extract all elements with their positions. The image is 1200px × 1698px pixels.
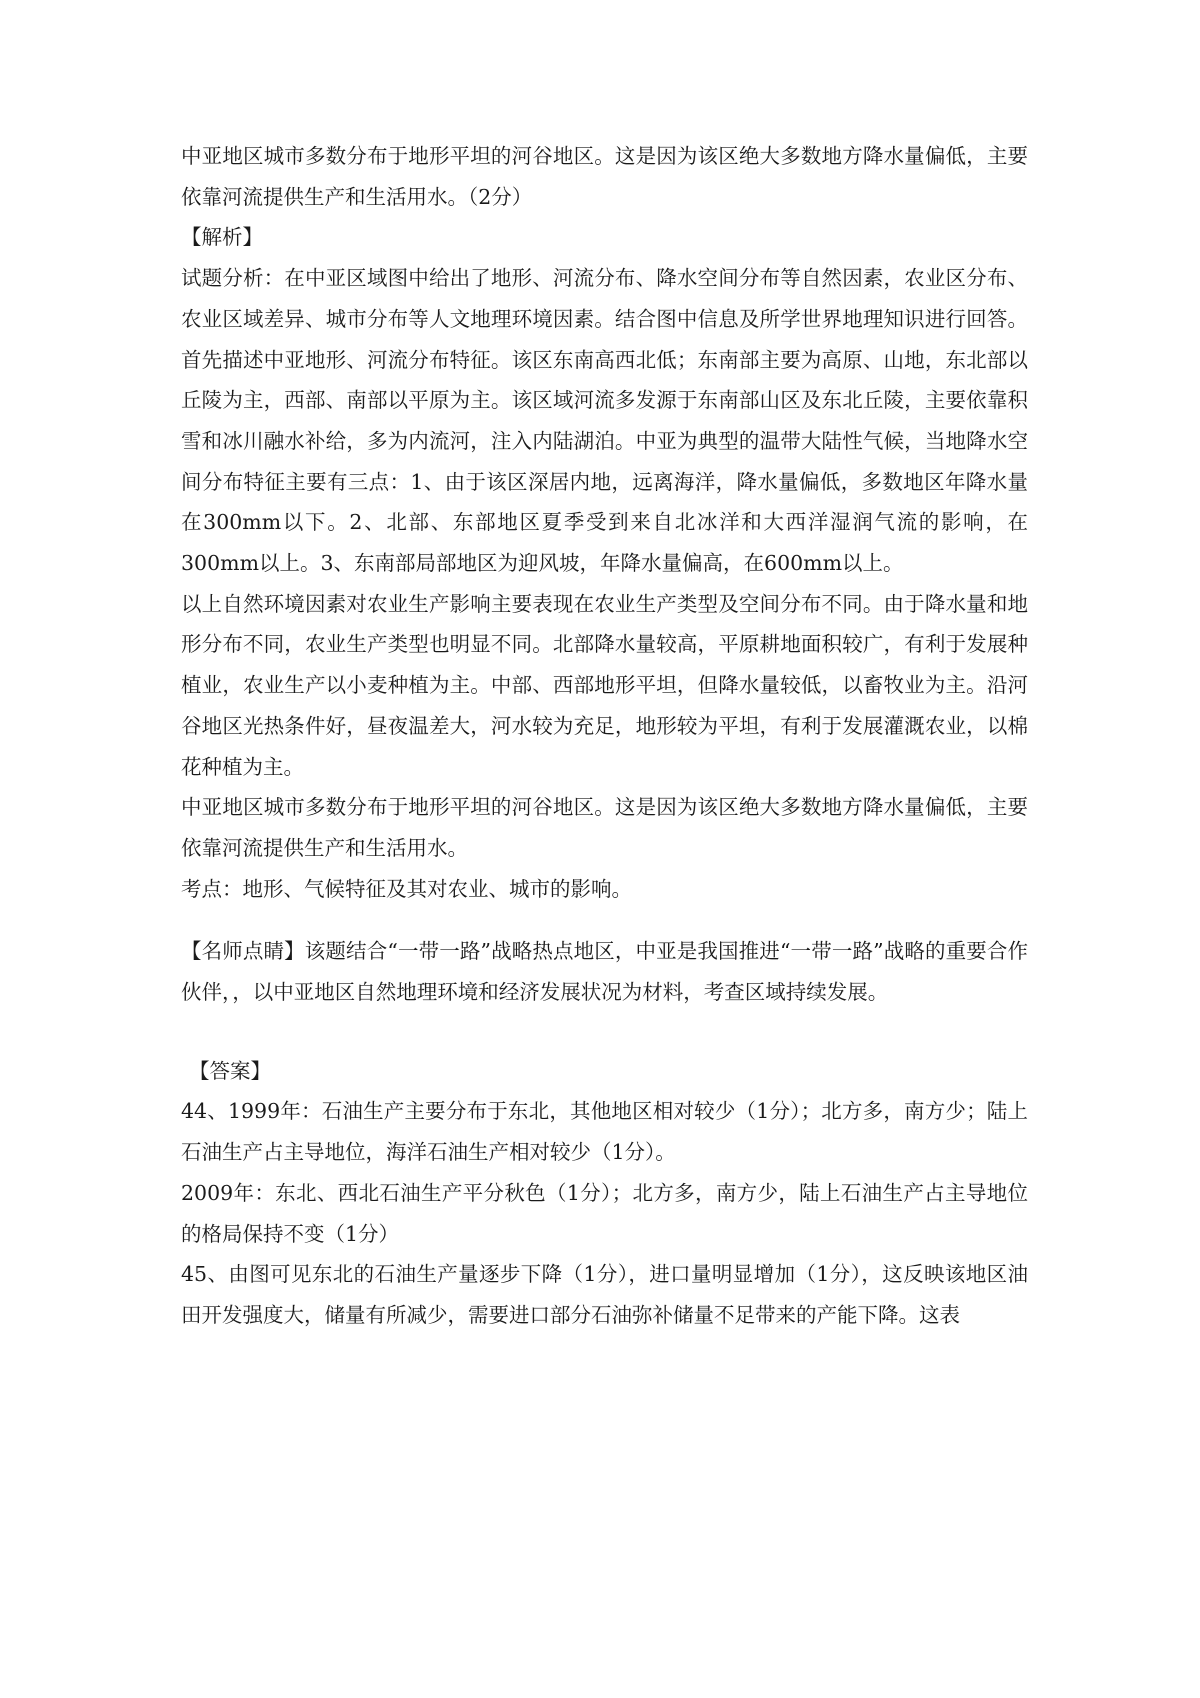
answer-paragraph: 中亚地区城市多数分布于地形平坦的河谷地区。这是因为该区绝大多数地方降水量偏低，主要依靠河流提供生产和生活用水。（2分） <box>181 144 1028 209</box>
spacer <box>181 909 1028 931</box>
question-45-paragraph: 45、由图可见东北的石油生产量逐步下降（1分），进口量明显增加（1分），这反映该地区油田开发强度大，储量有所减少，需要进口部分石油弥补储量不足带来的产能下降。这表 <box>181 1262 1028 1327</box>
teacher-note: 【名师点睛】该题结合“一带一路”战略热点地区，中亚是我国推进“一带一路”战略的重要合作伙伴，，以中亚地区自然地理环境和经济发展状况为材料，考查区域持续发展。 <box>181 939 1028 1005</box>
answer-heading: 【答案】 <box>189 1058 271 1083</box>
kaodian-line: 考点：地形、气候特征及其对农业、城市的影响。 <box>181 876 632 901</box>
analysis-paragraph-3: 中亚地区城市多数分布于地形平坦的河谷地区。这是因为该区绝大多数地方降水量偏低，主要依靠河流提供生产和生活用水。 <box>181 795 1028 860</box>
document-page <box>181 136 1028 1336</box>
question-44-paragraph-1: 44、1999年：石油生产主要分布于东北，其他地区相对较少（1分）；北方多，南方少；陆上石油生产占主导地位，海洋石油生产相对较少（1分）。 <box>181 1099 1028 1165</box>
spacer <box>181 1013 1028 1051</box>
analysis-paragraph-1: 试题分析：在中亚区域图中给出了地形、河流分布、降水空间分布等自然因素，农业区分布、农业区域差异、城市分布等人文地理环境因素。结合图中信息及所学世界地理知识进行回答。首先描述中亚地形、河流分布特征。该区东南高西北低；东南部主要为高原、山地，东北部以丘陵为主，西部、南部以平原为主。该区域河流多发源于东南部山区及东北丘陵，主要依靠积雪和冰川融水补给，多为内流河，注入内陆湖泊。中亚为典型的温带大陆性气候，当地降水空间分布特征主要有三点：1、由于该区深居内地，远离海洋，降水量偏低，多数地区年降水量在300mm以下。2、北部、东部地区夏季受到来自北冰洋和大西洋湿润气流的影响，在300mm以上。3、东南部局部地区为迎风坡，年降水量偏高，在600mm以上。 <box>181 266 1028 576</box>
analysis-heading: 【解析】 <box>181 225 263 250</box>
question-44-paragraph-2: 2009年：东北、西北石油生产平分秋色（1分）；北方多，南方少，陆上石油生产占主导地位的格局保持不变（1分） <box>181 1180 1028 1246</box>
analysis-paragraph-2: 以上自然环境因素对农业生产影响主要表现在农业生产类型及空间分布不同。由于降水量和地形分布不同，农业生产类型也明显不同。北部降水量较高，平原耕地面积较广，有利于发展种植业，农业生产以小麦种植为主。中部、西部地形平坦，但降水量较低，以畜牧业为主。沿河谷地区光热条件好，昼夜温差大，河水较为充足，地形较为平坦，有利于发展灌溉农业，以棉花种植为主。 <box>181 591 1028 779</box>
